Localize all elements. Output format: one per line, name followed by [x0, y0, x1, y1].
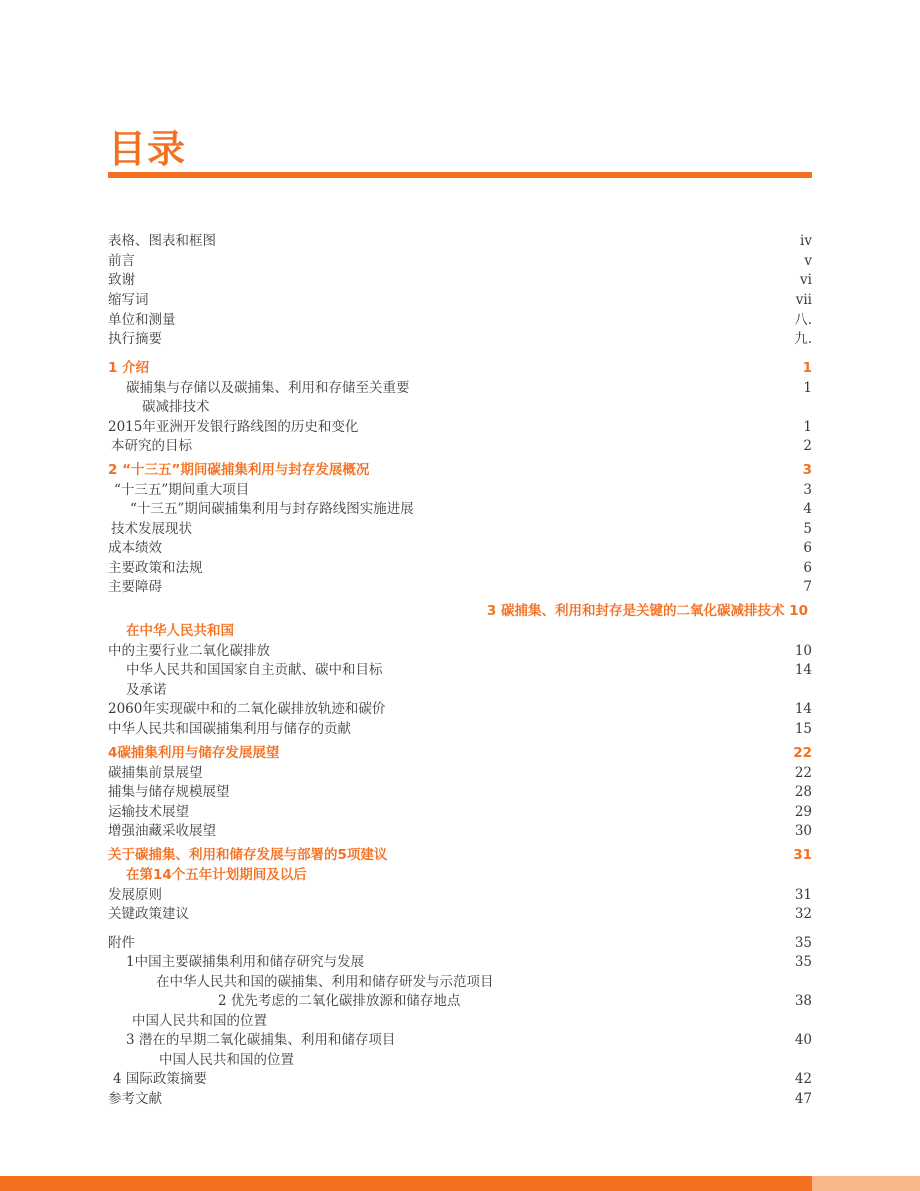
toc-entry-title: 技术发展现状 — [111, 521, 192, 537]
toc-entry-page: 5 — [803, 521, 812, 537]
toc-entry-title: 发展原则 — [108, 887, 162, 903]
footer-bar — [0, 1176, 812, 1191]
toc-entry-title: 2 “十三五”期间碳捕集利用与封存发展概况 — [108, 462, 370, 478]
toc-entry-page: 38 — [794, 993, 812, 1009]
toc-entry-page: 10 — [794, 643, 812, 659]
toc-entry-page: 3 — [803, 482, 812, 498]
toc-entry-title: 附件 — [108, 935, 135, 951]
toc-entry-page: vii — [795, 292, 812, 308]
toc-entry-title: 致谢 — [108, 272, 135, 288]
toc-entry-page: 1 — [803, 380, 812, 396]
toc-entry-title: “十三五”期间重大项目 — [114, 482, 250, 498]
toc-entry-title: 2060年实现碳中和的二氧化碳排放轨迹和碳价 — [108, 701, 386, 717]
toc-entry-title: 在中华人民共和国的碳捕集、利用和储存研发与示范项目 — [156, 974, 494, 990]
toc-entry-page: 14 — [794, 662, 812, 678]
toc-entry-page: 22 — [793, 745, 812, 761]
toc-entry-page: 3 — [802, 462, 812, 478]
toc-entry-page: 28 — [794, 784, 812, 800]
footer-bar-accent — [812, 1176, 920, 1191]
toc-entry-page: iv — [800, 233, 812, 249]
toc-entry-title: 在中华人民共和国 — [126, 623, 234, 639]
toc-entry-page: 4 — [803, 501, 812, 517]
toc-entry-title: 前言 — [108, 253, 135, 269]
toc-entry-title: 中的主要行业二氧化碳排放 — [108, 643, 270, 659]
toc-entry-title: 主要政策和法规 — [108, 560, 203, 576]
toc-entry-title: “十三五”期间碳捕集利用与封存路线图实施进展 — [130, 501, 414, 517]
toc-entry-title: 3 潜在的早期二氧化碳捕集、利用和储存项目 — [126, 1032, 396, 1048]
toc-entry-title: 中华人民共和国国家自主贡献、碳中和目标 — [126, 662, 383, 678]
toc-entry-title: 增强油藏采收展望 — [108, 823, 216, 839]
toc-entry-page: 6 — [803, 560, 812, 576]
toc-entry-title: 1 介绍 — [108, 360, 150, 376]
toc-entry-title: 2 优先考虑的二氧化碳排放源和储存地点 — [218, 993, 461, 1009]
toc-entry-title: 中国人民共和国的位置 — [132, 1013, 267, 1029]
toc-entry-page: 29 — [794, 804, 812, 820]
page-title: 目录 — [108, 127, 187, 171]
toc-entry-title: 执行摘要 — [108, 331, 162, 347]
toc-entry-title: 2015年亚洲开发银行路线图的历史和变化 — [108, 419, 359, 435]
toc-entry-title: 1中国主要碳捕集利用和储存研究与发展 — [126, 954, 365, 970]
toc-entry-title: 关于碳捕集、利用和储存发展与部署的5项建议 — [108, 847, 388, 863]
toc-entry-page: 6 — [803, 540, 812, 556]
toc-entry-title: 碳减排技术 — [142, 399, 210, 415]
toc-entry-page: 31 — [794, 887, 812, 903]
toc-entry-page: v — [804, 253, 812, 269]
toc-entry-page: 14 — [794, 701, 812, 717]
toc-entry-page: 30 — [794, 823, 812, 839]
toc-entry-title: 捕集与储存规模展望 — [108, 784, 230, 800]
toc-entry-page: 1 — [803, 419, 812, 435]
toc-entry-page: 1 — [802, 360, 812, 376]
toc-entry-title: 3 碳捕集、利用和封存是关键的二氧化碳减排技术 10 — [486, 603, 808, 619]
toc-entry-page: 15 — [794, 721, 812, 737]
toc-entry-title: 中国人民共和国的位置 — [159, 1052, 294, 1068]
toc-entry-title: 表格、图表和框图 — [108, 233, 216, 249]
toc-entry-page: 47 — [794, 1091, 812, 1107]
toc-entry-page: 31 — [793, 847, 812, 863]
toc-entry-title: 4 国际政策摘要 — [113, 1071, 207, 1087]
toc-entry-page: 35 — [794, 954, 812, 970]
toc-entry-page: 2 — [803, 438, 812, 454]
toc-entry-title: 单位和测量 — [108, 312, 176, 328]
toc-entry-title: 主要障碍 — [108, 579, 162, 595]
toc-entry-title: 参考文献 — [108, 1091, 162, 1107]
toc-entry-page: 22 — [794, 765, 812, 781]
toc-entry-title: 本研究的目标 — [111, 438, 192, 454]
toc-entry-title: 关键政策建议 — [108, 906, 189, 922]
toc-entry-page: 35 — [794, 935, 812, 951]
toc-entry-page: 42 — [794, 1071, 812, 1087]
toc-entry-title: 缩写词 — [108, 292, 149, 308]
toc-entry-title: 成本绩效 — [108, 540, 162, 556]
toc-entry-page: 八. — [794, 312, 812, 328]
toc-entry-page: vi — [800, 272, 812, 288]
toc-entry-page: 九. — [794, 331, 812, 347]
toc-entry-page: 32 — [794, 906, 812, 922]
toc-entry-title: 运输技术展望 — [108, 804, 189, 820]
toc-entry-title: 碳捕集与存储以及碳捕集、利用和存储至关重要 — [126, 380, 410, 396]
toc-entry-title: 及承诺 — [126, 682, 167, 698]
toc-entry-title: 中华人民共和国碳捕集利用与储存的贡献 — [108, 721, 351, 737]
toc-entry-title: 碳捕集前景展望 — [108, 765, 203, 781]
toc-entry-page: 7 — [803, 579, 812, 595]
toc-entry-title: 在第14个五年计划期间及以后 — [126, 867, 307, 883]
toc-entry-title: 4碳捕集利用与储存发展展望 — [108, 745, 280, 761]
toc-entry-page: 40 — [794, 1032, 812, 1048]
